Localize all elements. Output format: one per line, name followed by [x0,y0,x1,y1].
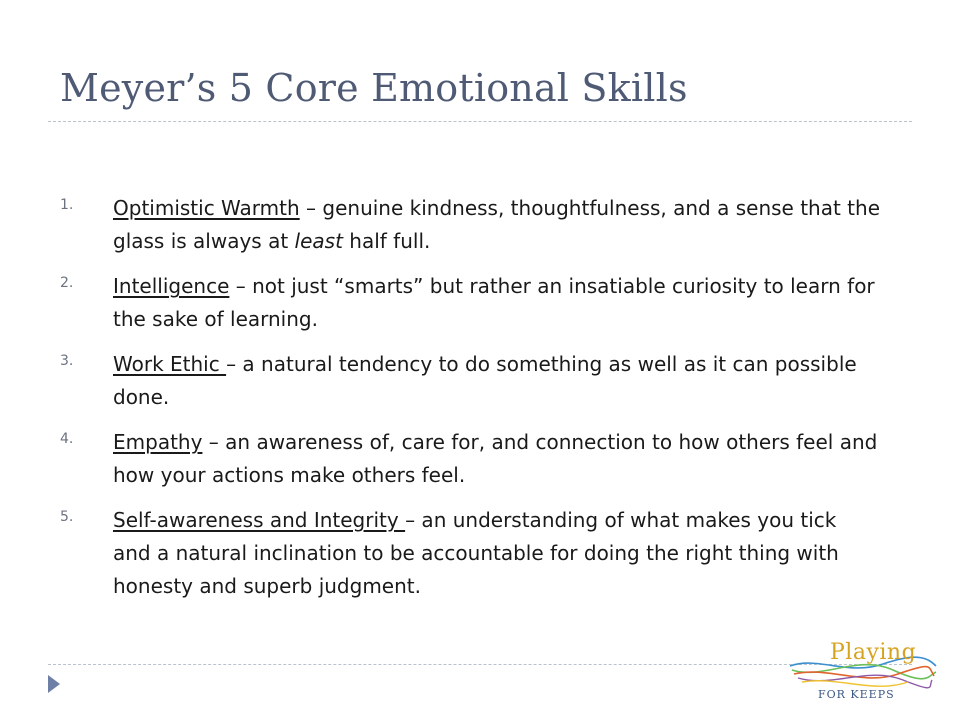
play-triangle-icon [48,675,60,693]
item-term: Optimistic Warmth [113,196,300,220]
item-description: – a natural tendency to do something as well as it can possible done. [113,352,857,409]
item-text [113,426,880,492]
item-text [113,504,880,603]
slide-title: Meyer’s 5 Core Emotional Skills [60,66,688,110]
item-text [113,270,880,336]
item-text [113,192,880,258]
item-number: 4. [60,431,74,447]
list-item [60,426,880,492]
item-term: Intelligence [113,274,230,298]
item-term: Work Ethic [113,352,227,376]
item-description: – an awareness of, care for, and connection to how others feel and how your actions make others feel. [113,430,878,487]
list-item [60,192,880,258]
item-description: – not just “smarts” but rather an insatiable curiosity to learn for the sake of learning. [113,274,875,331]
list-item [60,348,880,414]
item-number: 5. [60,509,74,525]
item-term: Empathy [113,430,203,454]
list-item [60,504,880,603]
title-divider [48,121,912,122]
item-number: 2. [60,275,74,291]
item-text [113,348,880,414]
item-number: 1. [60,197,74,213]
list-item [60,270,880,336]
item-description: – genuine kindness, thoughtfulness, and a sense that the glass is always at [113,196,881,253]
item-term: Self-awareness and Integrity [113,508,406,532]
item-description: – an understanding of what makes you tick and a natural inclination to be accountable for doing the right thing with honesty and superb judgment. [113,508,839,598]
item-number: 3. [60,353,74,369]
item-emphasis: least [294,229,343,253]
logo-text-for-keeps: FOR KEEPS [818,688,895,701]
item-description-end: half full. [342,229,431,253]
logo-text-playing: Playing [830,640,917,665]
footer-divider [48,664,912,665]
skills-list [60,192,880,615]
